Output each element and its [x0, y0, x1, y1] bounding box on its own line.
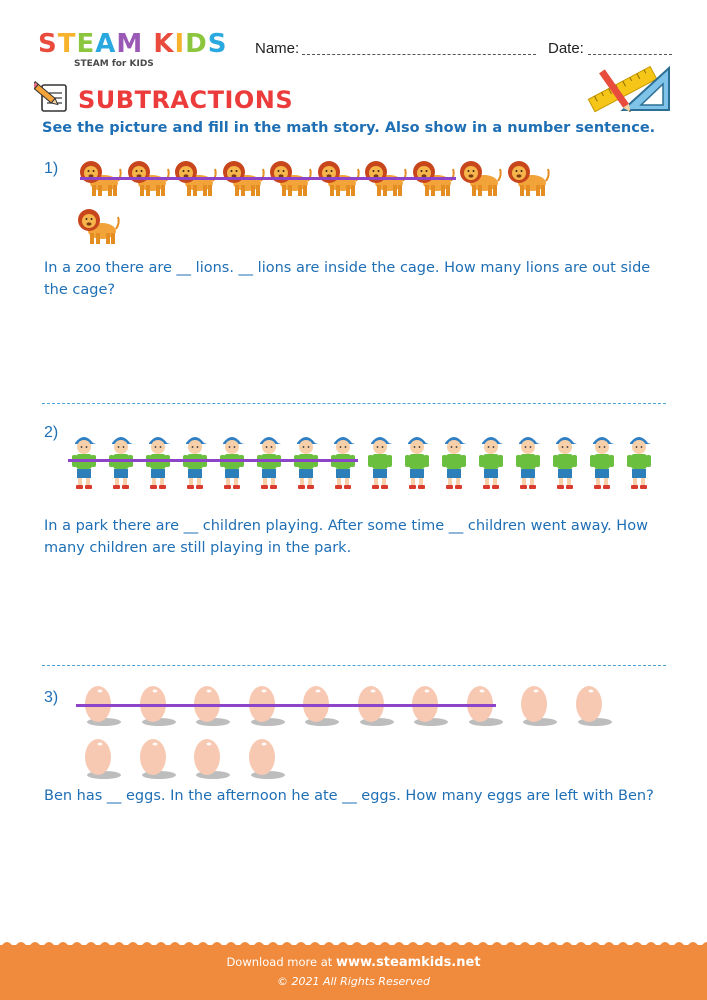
lion-icon — [76, 203, 120, 247]
footer-copyright: © 2021 All Rights Reserved — [276, 975, 430, 988]
child-icon — [145, 433, 171, 491]
ruler-pencil-triangle-icon — [583, 60, 673, 115]
separator-2 — [42, 665, 666, 666]
logo-letter: K — [153, 29, 175, 59]
cross-out-line — [68, 459, 358, 462]
child-picture — [552, 433, 578, 495]
footer-website-link[interactable]: www.steamkids.net — [335, 955, 481, 970]
child-picture — [256, 433, 282, 495]
egg-icon — [569, 683, 615, 727]
child-icon — [552, 433, 578, 491]
egg-picture — [187, 683, 233, 731]
child-icon — [367, 433, 393, 491]
lion-picture — [76, 203, 120, 251]
logo-letter — [143, 29, 153, 59]
worksheet-title: SUBTRACTIONS — [78, 86, 294, 114]
child-picture — [441, 433, 467, 495]
egg-picture — [569, 683, 615, 731]
logo-letter: S — [38, 29, 58, 59]
child-icon — [589, 433, 615, 491]
child-picture — [293, 433, 319, 495]
footer-band — [0, 945, 707, 1000]
lion-picture — [506, 155, 550, 203]
egg-picture — [296, 683, 342, 731]
child-icon — [108, 433, 134, 491]
egg-icon — [78, 736, 124, 780]
worksheet-pencil-icon — [34, 81, 70, 113]
logo-letter: M — [116, 29, 144, 59]
child-icon — [626, 433, 652, 491]
date-label: Date: — [548, 40, 584, 57]
question-2-story: In a park there are __ children playing. After some time __ children went away. How many children are still playing in the park. — [44, 518, 648, 556]
name-field[interactable] — [302, 54, 536, 55]
child-icon — [515, 433, 541, 491]
question-3-number: 3) — [44, 689, 59, 706]
name-label: Name: — [255, 40, 300, 57]
logo-letter: A — [95, 29, 117, 59]
steam-kids-logo — [38, 30, 227, 69]
egg-picture — [242, 683, 288, 731]
cross-out-line — [80, 177, 456, 180]
child-icon — [441, 433, 467, 491]
question-2-number: 2) — [44, 424, 59, 441]
child-icon — [256, 433, 282, 491]
egg-icon — [187, 736, 233, 780]
egg-picture — [514, 683, 560, 731]
logo-letter: I — [174, 29, 186, 59]
footer-download — [0, 955, 707, 970]
child-picture — [515, 433, 541, 495]
egg-picture — [351, 683, 397, 731]
child-picture — [219, 433, 245, 495]
question-1-story: In a zoo there are __ lions. __ lions are inside the cage. How many lions are out side the cage? — [44, 260, 651, 298]
footer-download-text: Download more at — [226, 955, 333, 969]
egg-picture — [242, 736, 288, 784]
logo-wordmark — [38, 30, 227, 58]
child-icon — [293, 433, 319, 491]
child-icon — [404, 433, 430, 491]
child-icon — [219, 433, 245, 491]
child-icon — [71, 433, 97, 491]
cross-out-line — [76, 704, 496, 707]
child-picture — [71, 433, 97, 495]
child-icon — [182, 433, 208, 491]
lion-picture — [458, 155, 502, 203]
egg-picture — [187, 736, 233, 784]
egg-picture — [133, 736, 179, 784]
child-picture — [145, 433, 171, 495]
child-picture — [478, 433, 504, 495]
lion-icon — [506, 155, 550, 199]
child-picture — [626, 433, 652, 495]
logo-letter: S — [207, 29, 228, 59]
egg-picture — [78, 683, 124, 731]
lion-icon — [458, 155, 502, 199]
egg-picture — [78, 736, 124, 784]
logo-letter: D — [185, 29, 208, 59]
child-picture — [108, 433, 134, 495]
egg-picture — [460, 683, 506, 731]
child-picture — [367, 433, 393, 495]
child-icon — [478, 433, 504, 491]
child-picture — [182, 433, 208, 495]
egg-icon — [133, 736, 179, 780]
logo-letter: T — [57, 29, 77, 59]
logo-letter: E — [76, 29, 96, 59]
question-1-number: 1) — [44, 160, 59, 177]
separator-1 — [42, 403, 666, 404]
logo-subtitle: STEAM for KIDS — [74, 59, 154, 69]
child-icon — [330, 433, 356, 491]
egg-icon — [514, 683, 560, 727]
egg-picture — [405, 683, 451, 731]
instructions: See the picture and fill in the math story. Also show in a number sentence. — [42, 120, 656, 136]
date-field[interactable] — [588, 54, 672, 55]
child-picture — [404, 433, 430, 495]
child-picture — [589, 433, 615, 495]
egg-icon — [242, 736, 288, 780]
egg-picture — [133, 683, 179, 731]
child-picture — [330, 433, 356, 495]
question-3-story: Ben has __ eggs. In the afternoon he ate __ eggs. How many eggs are left with Ben? — [44, 788, 654, 804]
